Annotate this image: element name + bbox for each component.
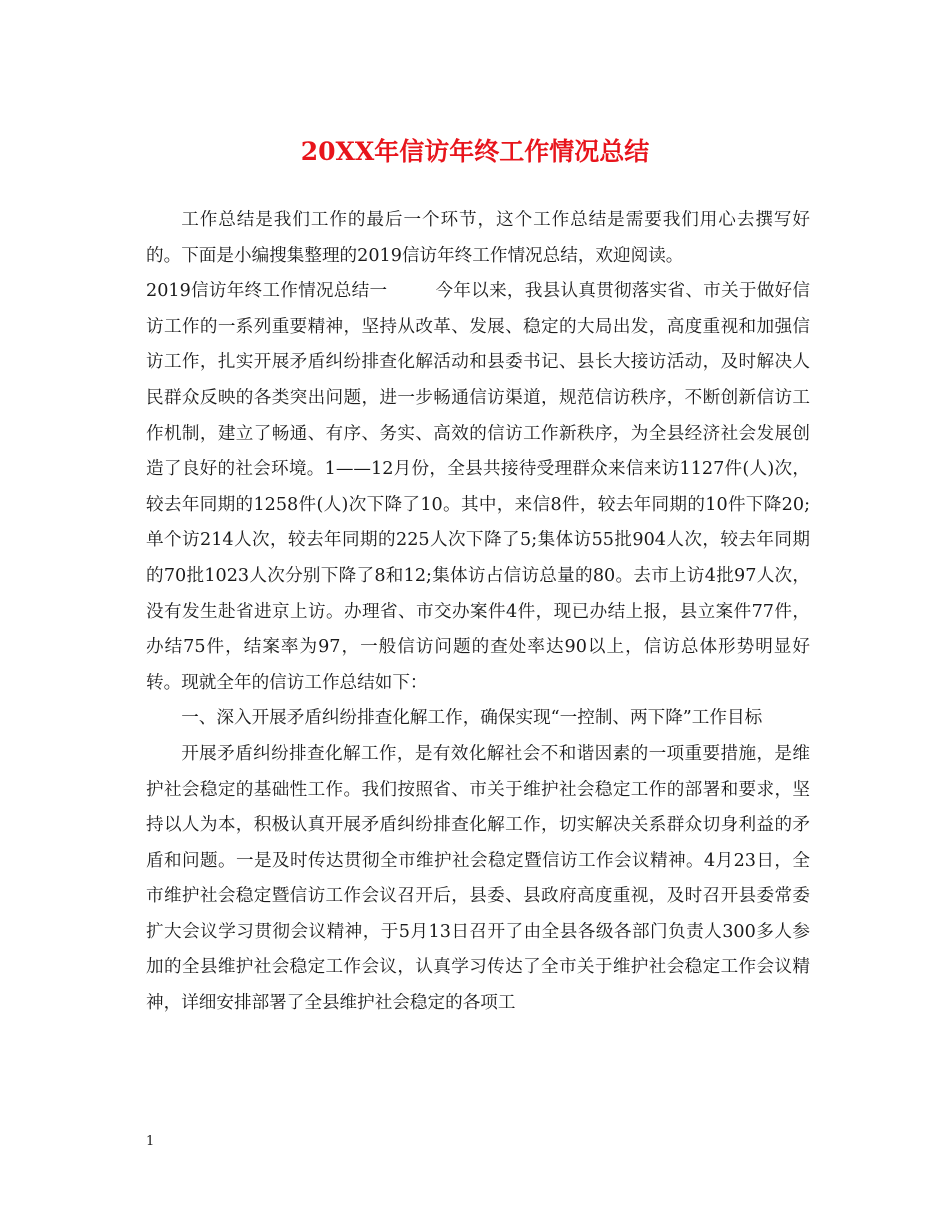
page-number: 1 [146, 1134, 155, 1149]
subheading-1: 一、深入开展矛盾纠纷排查化解工作，确保实现“一控制、两下降”工作目标 [181, 708, 763, 729]
document-title: 20XX年信访年终工作情况总结 [300, 137, 650, 166]
section1-heading: 2019信访年终工作情况总结一 [146, 281, 388, 302]
section1-body: 今年以来，我县认真贯彻落实省、市关于做好信访工作的一系列重要精神，坚持从改革、发展、稳定的大局出发，高度重视和加强信访工作，扎实开展矛盾纠纷排查化解活动和县委书记、县长大接访活动，及时解决人民群众反映的各类突出问题，进一步畅通信访渠道，规范信访秩序，不断创新信访工作机制，建立了畅通、有序、务实、高效的信访工作新秩序，为全县经济社会发展创造了良好的社会环境。1——12月份，全县共接待受理群众来信来访1127件(人)次，较去年同期的1258件(人)次下降了10。其中，来信8件，较去年同期的10件下降20;单个访214人次，较去年同期的225人次下降了5;集体访55批904人次，较去年同期的70批1023人次分别下降了8和12;集体访占信访总量的80。去市上访4批97人次，没有发生赴省进京上访。办理省、市交办案件4件，现已办结上报，县立案件77件，办结75件，结案率为97，一般信访问题的查处率达90以上，信访总体形势明显好转。现就全年的信访工作总结如下： [146, 281, 810, 693]
section1-paragraph [146, 274, 810, 701]
document-body [146, 203, 810, 1022]
paragraph-2: 开展矛盾纠纷排查化解工作，是有效化解社会不和谐因素的一项重要措施，是维护社会稳定的基础性工作。我们按照省、市关于维护社会稳定工作的部署和要求，坚持以人为本，积极认真开展矛盾纠纷排查化解工作，切实解决关系群众切身利益的矛盾和问题。一是及时传达贯彻全市维护社会稳定暨信访工作会议精神。4月23日，全市维护社会稳定暨信访工作会议召开后，县委、县政府高度重视，及时召开县委常委扩大会议学习贯彻会议精神，于5月13日召开了由全县各级各部门负责人300多人参加的全县维护社会稳定工作会议，认真学习传达了全市关于维护社会稳定工作会议精神，详细安排部署了全县维护社会稳定的各项工 [146, 743, 810, 1014]
intro-paragraph: 工作总结是我们工作的最后一个环节，这个工作总结是需要我们用心去撰写好的。下面是小编搜集整理的2019信访年终工作情况总结，欢迎阅读。 [146, 210, 810, 266]
